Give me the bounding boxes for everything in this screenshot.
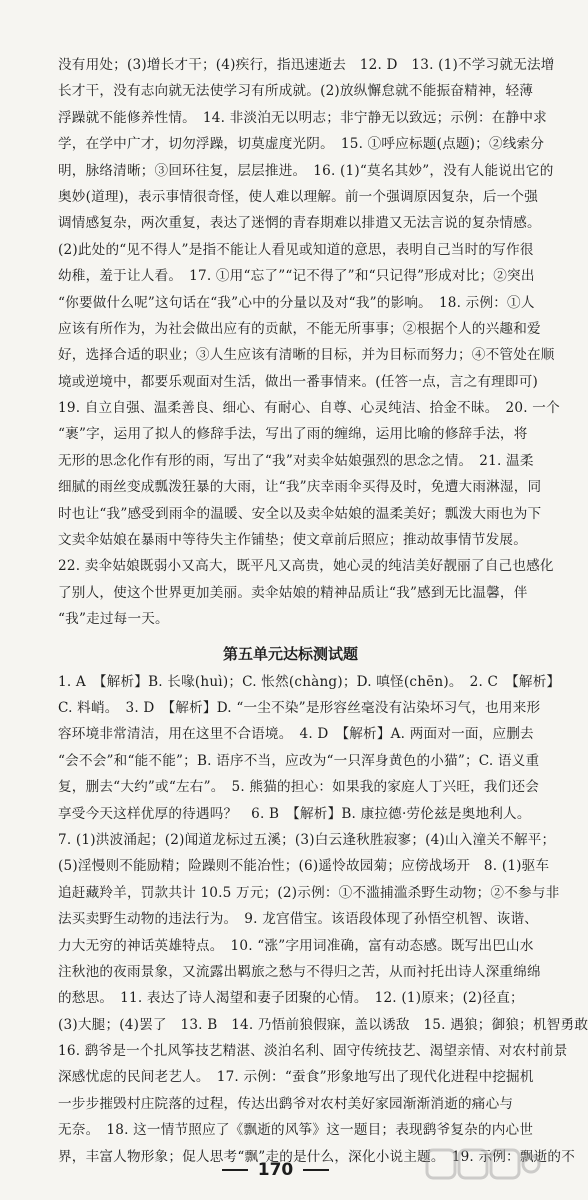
text-line: 奥妙(道理)，表示事情很奇怪，使人难以理解。前一个强调原因复杂，后一个强: [58, 188, 538, 205]
text-line: 一步步摧毁村庄院落的过程，传达出鹞爷对农村美好家园渐渐消逝的痛心与: [58, 1095, 514, 1112]
text-line: 追赶藏羚羊，罚款共计 10.5 万元；(2)示例：①不滥捕滥杀野生动物；②不参与非: [58, 884, 560, 901]
text-line: 长才干，没有志向就无法使学习有所成就。(2)放纵懈怠就不能振奋精神，轻薄: [58, 83, 534, 100]
text-line: 22. 卖伞姑娘既弱小又高大，既平凡又高贵，她心灵的纯洁美好靓丽了自己也感化: [58, 558, 554, 575]
text-line: 明，脉络清晰；③回环往复，层层推进。 16. (1)“莫名其妙”，没有人能说出它的: [58, 162, 554, 179]
text-line: 力大无穷的神话英雄特点。 10. “涨”字用词准确，富有动态感。既写出巴山水: [58, 937, 534, 954]
text-line: 浮躁就不能修养性情。 14. 非淡泊无以明志；非宁静无以致远；示例：在静中求: [58, 109, 547, 126]
text-line: 应该有所作为，为社会做出应有的贡献，不能无所事事；②根据个人的兴趣和爱: [58, 320, 541, 337]
text-line: 注秋池的夜雨景象，又流露出羁旅之愁与不得归之苦，从而衬托出诗人深重绵绵: [58, 963, 541, 980]
text-line: “我”走过每一天。: [58, 611, 169, 628]
text-line: “会不会”和“能不能”；B. 语序不当，应改为“一只浑身黄色的小猫”；C. 语义重: [58, 752, 540, 769]
text-line: 法买卖野生动物的违法行为。 9. 龙宫借宝。该语段体现了孙悟空机智、诙谐、: [58, 911, 539, 928]
text-line: 享受今天这样优厚的待遇吗？ 6. B 【解析】B. 康拉德·劳伦兹是奥地利人。: [58, 805, 531, 822]
watermark-logo-icon: [423, 1144, 543, 1192]
text-line: 时也让“我”感受到雨伞的温暖、安全以及卖伞姑娘的温柔美好；瓢泼大雨也为下: [58, 505, 542, 522]
text-line: 界，丰富人物形象；促人思考“飘”走的是什么，深化小说主题。 19. 示例：飘逝的不: [58, 1148, 576, 1165]
text-line: “你要做什么呢”这句话在“我”心中的分量以及对“我”的影响。 18. 示例：①人: [58, 294, 535, 311]
answers-previous-unit: [58, 52, 560, 633]
text-line: “裹”字，运用了拟人的修辞手法，写出了雨的缠绵，运用比喻的修辞手法，将: [58, 426, 528, 443]
text-line: 19. 自立自强、温柔善良、细心、有耐心、自尊、心灵纯洁、拾金不昧。 20. 一个: [58, 400, 560, 417]
page-number-value: 170: [257, 1160, 294, 1180]
text-line: 没有用处；(3)增长才干；(4)疾行，指迅速逝去 12. D 13. (1)不学习就无法增: [58, 57, 555, 73]
text-line: 无奈。 18. 这一情节照应了《飘逝的风筝》这一题目；表现鹞爷复杂的内心世: [58, 1122, 534, 1139]
text-line: 境或逆境中，都要乐观面对生活，做出一番事情来。(任答一点，言之有理即可): [58, 373, 538, 390]
text-line: 1. A 【解析】B. 长喙(huì)；C. 怅然(chàng)；D. 嗔怪(chēn)。 2. C 【解析】: [58, 673, 561, 690]
text-line: 学，在学中广才，切勿浮躁，切莫虚度光阴。 15. ①呼应标题(点题)；②线索分: [58, 136, 545, 153]
section-title: 第五单元达标测试题: [222, 644, 358, 663]
text-line: 深感忧虑的民间老艺人。 17. 示例：“蚕食”形象地写出了现代化进程中挖掘机: [58, 1069, 534, 1086]
dash-left: [222, 1169, 248, 1171]
text-line: 7. (1)洪波涌起；(2)闻道龙标过五溪；(3)白云逢秋胜寂寥；(4)山入潼关不解平；: [58, 831, 556, 848]
text-line: C. 料峭。 3. D 【解析】D. “一尘不染”是形容丝毫没有沾染坏习气，也用来形: [58, 699, 541, 716]
text-line: (5)淫慢则不能励精；险躁则不能冶性；(6)遥怜故园菊；应傍战场开 8. (1)驱车: [58, 858, 550, 875]
text-line: 好，选择合适的职业；③人生应该有清晰的目标，并为目标而努力；④不管处在顺: [58, 347, 555, 364]
text-line: 幼稚，羞于让人看。 17. ①用“忘了”“记不得了”和“只记得”形成对比；②突出: [58, 268, 535, 285]
text-line: 16. 鹞爷是一个扎风筝技艺精湛、淡泊名利、固守传统技艺、渴望亲情、对农村前景: [58, 1043, 568, 1060]
text-line: (2)此处的“见不得人”是指不能让人看见或知道的意思，表明自己当时的写作很: [58, 241, 534, 258]
text-line: 容环境非常清洁，用在这里不合语境。 4. D 【解析】A. 两面对一面，应删去: [58, 726, 534, 743]
answers-unit-five-test: [58, 669, 588, 1170]
text-line: (3)大腿；(4)罢了 13. B 14. 乃悟前狼假寐，盖以诱敌 15. 遇狼；御狼；机智勇敢: [58, 1016, 588, 1033]
text-line: 复，删去“大约”或“左右”。 5. 熊猫的担心：如果我的家庭人丁兴旺，我们还会: [58, 779, 540, 796]
text-line: 细腻的雨丝变成瓢泼狂暴的大雨，让“我”庆幸雨伞买得及时，免遭大雨淋湿，同: [58, 479, 542, 496]
dash-right: [303, 1169, 329, 1171]
text-line: 的愁思。 11. 表达了诗人渴望和妻子团聚的心情。 12. (1)原来；(2)径直；: [58, 990, 524, 1007]
text-line: 无形的思念化作有形的雨，写出了“我”对卖伞姑娘强烈的思念之情。 21. 温柔: [58, 452, 534, 469]
text-line: 调情感复杂，两次重复，表达了迷惘的青春期难以排遣又无法言说的复杂情感。: [58, 215, 541, 232]
text-line: 文卖伞姑娘在暴雨中等待失主作铺垫；使文章前后照应；推动故事情节发展。: [58, 532, 527, 549]
text-line: 了别人，使这个世界更加美丽。卖伞姑娘的精神品质让“我”感到无比温馨，伴: [58, 584, 528, 601]
